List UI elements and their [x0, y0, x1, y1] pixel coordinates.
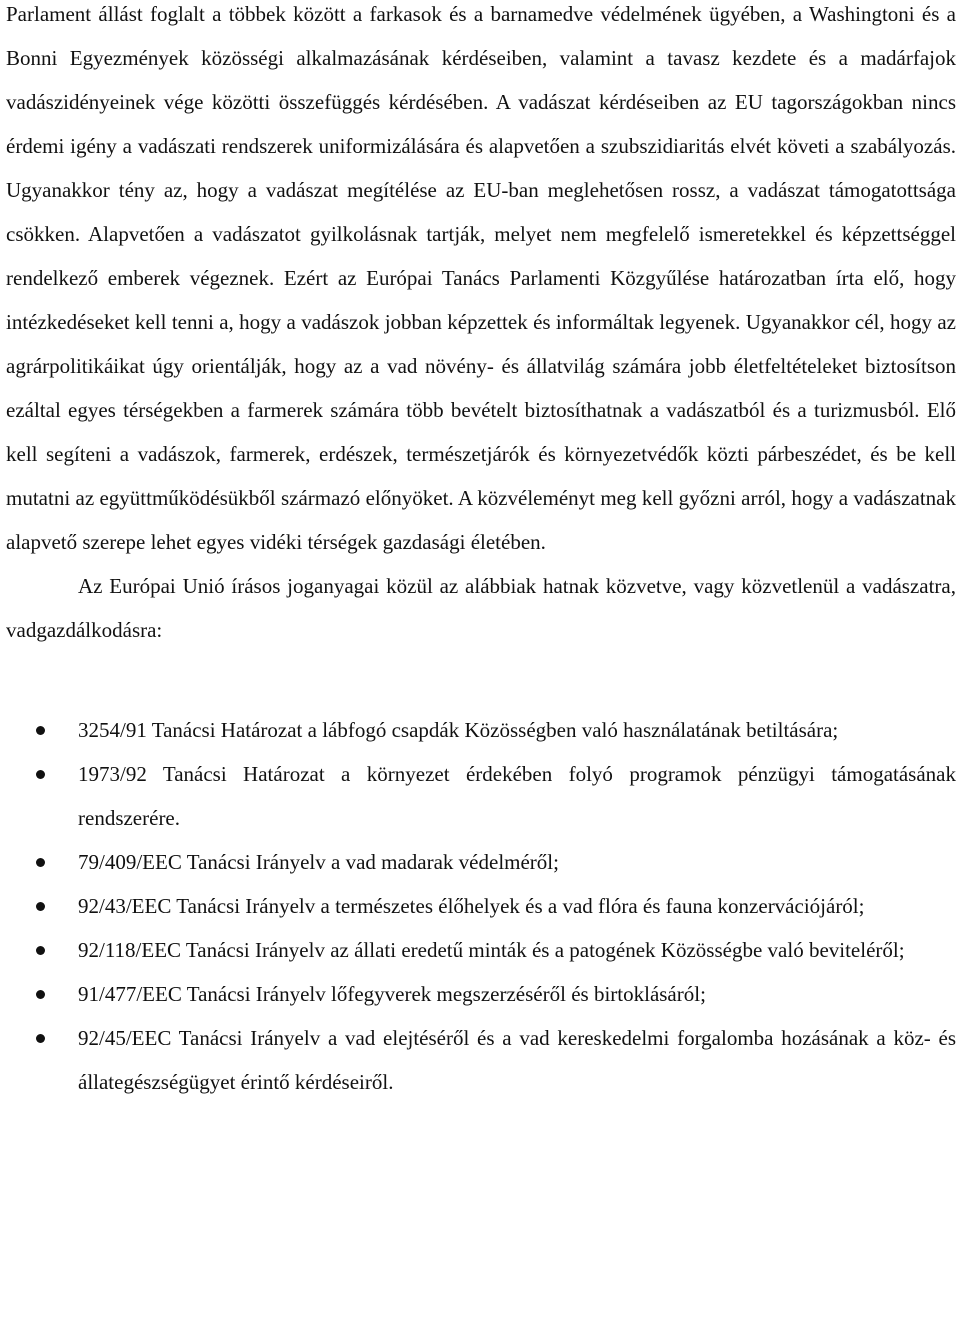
bullet-icon — [36, 946, 45, 955]
paragraph-segment: A vadászat kérdéseiben az EU tagországokban nincs érdemi igény a vadászati rendszerek uniformizálására és alapvetően a szubszidiaritás elvét követi a szabályozás. — [6, 90, 956, 158]
list-item — [6, 840, 956, 884]
paragraph-segment: Ugyanakkor cél, hogy az agrárpolitikáikat úgy orientálják, hogy az a vad növény- és állatvilág számára jobb életfeltételeket biztosítson ezáltal egyes térségekben a farmerek számára több bevételt biztosíthatnak a vadászatból és a turizmusból. — [6, 310, 956, 422]
paragraph-segment: Ezért az Európai Tanács Parlamenti Közgyűlése határozatban írta elő, hogy intézkedéseket kell tenni a, hogy a vadászok jobban képzettek és informáltak legyenek. — [6, 266, 956, 334]
paragraph-segment: A közvéleményt meg kell győzni arról, hogy a vadászatnak alapvető szerepe lehet egyes vidéki térségek gazdasági életében. — [6, 486, 957, 554]
list-item — [6, 1016, 956, 1104]
list-item-text: 92/45/EEC Tanácsi Irányelv a vad elejtéséről és a vad kereskedelmi forgalomba hozásának a köz- és állategészségügyet érintő kérdéseiről. — [78, 1026, 956, 1094]
bullet-icon — [36, 726, 45, 735]
bullet-icon — [36, 990, 45, 999]
list-item-text: 92/118/EEC Tanácsi Irányelv az állati eredetű minták és a patogének Közösségbe való beviteléről; — [78, 938, 905, 962]
bullet-icon — [36, 1034, 45, 1043]
paragraph-segment: Alapvetően a vadászatot gyilkolásnak tartják, melyet nem megfelelő ismeretekkel és képzettséggel rendelkező emberek végeznek. — [6, 222, 956, 290]
paragraph-segment: Ugyanakkor tény az, hogy a vadászat megítélése az EU-ban meglehetősen rossz, a vadászat támogatottsága csökken. — [6, 178, 956, 246]
bullet-icon — [36, 858, 45, 867]
spacer — [6, 652, 956, 708]
document-page — [6, 0, 956, 1104]
bullet-icon — [36, 770, 45, 779]
list-item — [6, 972, 956, 1016]
list-item — [6, 752, 956, 840]
list-item-text: 92/43/EEC Tanácsi Irányelv a természetes élőhelyek és a vad flóra és fauna konzervációjáról; — [78, 894, 865, 918]
body-paragraph — [6, 0, 956, 564]
list-item — [6, 884, 956, 928]
paragraph-segment: Elő kell segíteni a vadászok, farmerek, erdészek, természetjárók és környezetvédők közti párbeszédet, és be kell mutatni az együttműködésükből származó előnyöket. — [6, 398, 956, 510]
list-item — [6, 928, 956, 972]
list-item-text: 91/477/EEC Tanácsi Irányelv lőfegyverek megszerzéséről és birtoklásáról; — [78, 982, 706, 1006]
list-item-text: 1973/92 Tanácsi Határozat a környezet érdekében folyó programok pénzügyi támogatásának rendszerére. — [78, 762, 956, 830]
bullet-icon — [36, 902, 45, 911]
list-item — [6, 708, 956, 752]
legal-acts-list — [6, 708, 956, 1104]
intro-paragraph: Az Európai Unió írásos joganyagai közül az alábbiak hatnak közvetve, vagy közvetlenül a vadászatra, vadgazdálkodásra: — [6, 574, 956, 642]
list-item-text: 79/409/EEC Tanácsi Irányelv a vad madarak védelméről; — [78, 850, 559, 874]
paragraph-segment: Parlament állást foglalt a többek között a farkasok és a barnamedve védelmének ügyében, a Washingtoni és a Bonni Egyezmények közösségi alkalmazásának kérdéseiben, valamint a tavasz kezdete és a madárfajok vadászidényeinek vége közötti összefüggés kérdésében. — [6, 2, 956, 114]
list-item-text: 3254/91 Tanácsi Határozat a lábfogó csapdák Közösségben való használatának betiltására; — [78, 718, 839, 742]
